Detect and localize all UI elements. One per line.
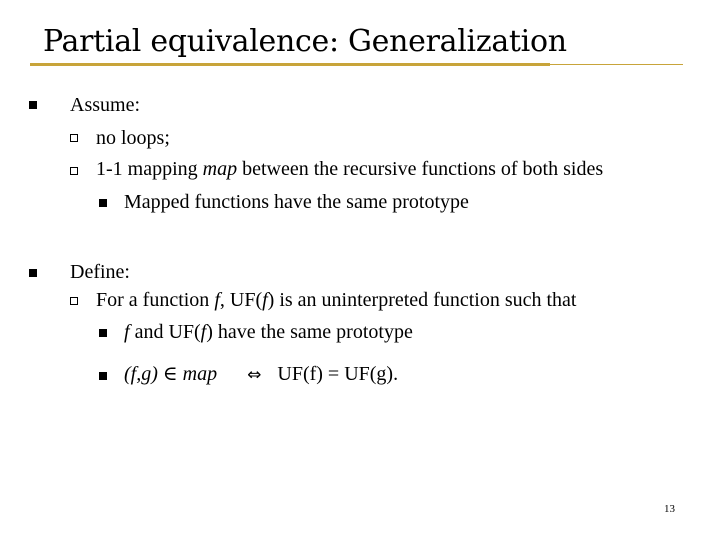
mapping-text-pre: 1-1 mapping: [96, 158, 203, 180]
define-subitem-iff: [124, 362, 398, 387]
title-underline-extension: [550, 64, 683, 65]
define-heading: Define:: [70, 261, 130, 283]
mapping-text-post: between the recursive functions of both sides: [237, 158, 604, 180]
bullet-hollow-square-icon: [70, 167, 78, 175]
page-number: 13: [664, 503, 675, 515]
assume-item-no-loops: no loops;: [96, 127, 170, 149]
uf-equality: UF(f) = UF(g).: [277, 363, 399, 385]
assume-subitem-prototype: Mapped functions have the same prototype: [124, 191, 469, 213]
f-symbol: f: [214, 289, 220, 311]
uf-text-c: ) is an uninterpreted function such that: [267, 289, 577, 311]
proto-text-a: and UF(: [129, 321, 201, 343]
proto-text-b: ) have the same prototype: [206, 321, 413, 343]
map-symbol: map: [202, 158, 238, 180]
bullet-square-icon: [29, 101, 37, 109]
define-subitem-prototype: [124, 320, 413, 344]
define-item-uf: [96, 288, 576, 312]
bullet-square-icon: [29, 269, 37, 277]
bullet-square-icon: [99, 329, 107, 337]
page-title: Partial equivalence: Generalization: [43, 24, 567, 59]
bullet-square-icon: [99, 372, 107, 380]
bullet-hollow-square-icon: [70, 297, 78, 305]
f-symbol: f: [124, 321, 130, 343]
uf-text-b: , UF(: [219, 289, 263, 311]
uf-text-a: For a function: [96, 289, 215, 311]
pair-in-map: (f,g) ∈ map: [124, 363, 218, 385]
f-symbol: f: [262, 289, 268, 311]
bullet-hollow-square-icon: [70, 134, 78, 142]
iff-symbol: ⇔: [247, 365, 262, 385]
bullet-square-icon: [99, 199, 107, 207]
f-symbol: f: [200, 321, 207, 343]
assume-heading: Assume:: [70, 94, 140, 116]
assume-item-mapping: [96, 157, 603, 181]
title-underline: [30, 63, 550, 66]
